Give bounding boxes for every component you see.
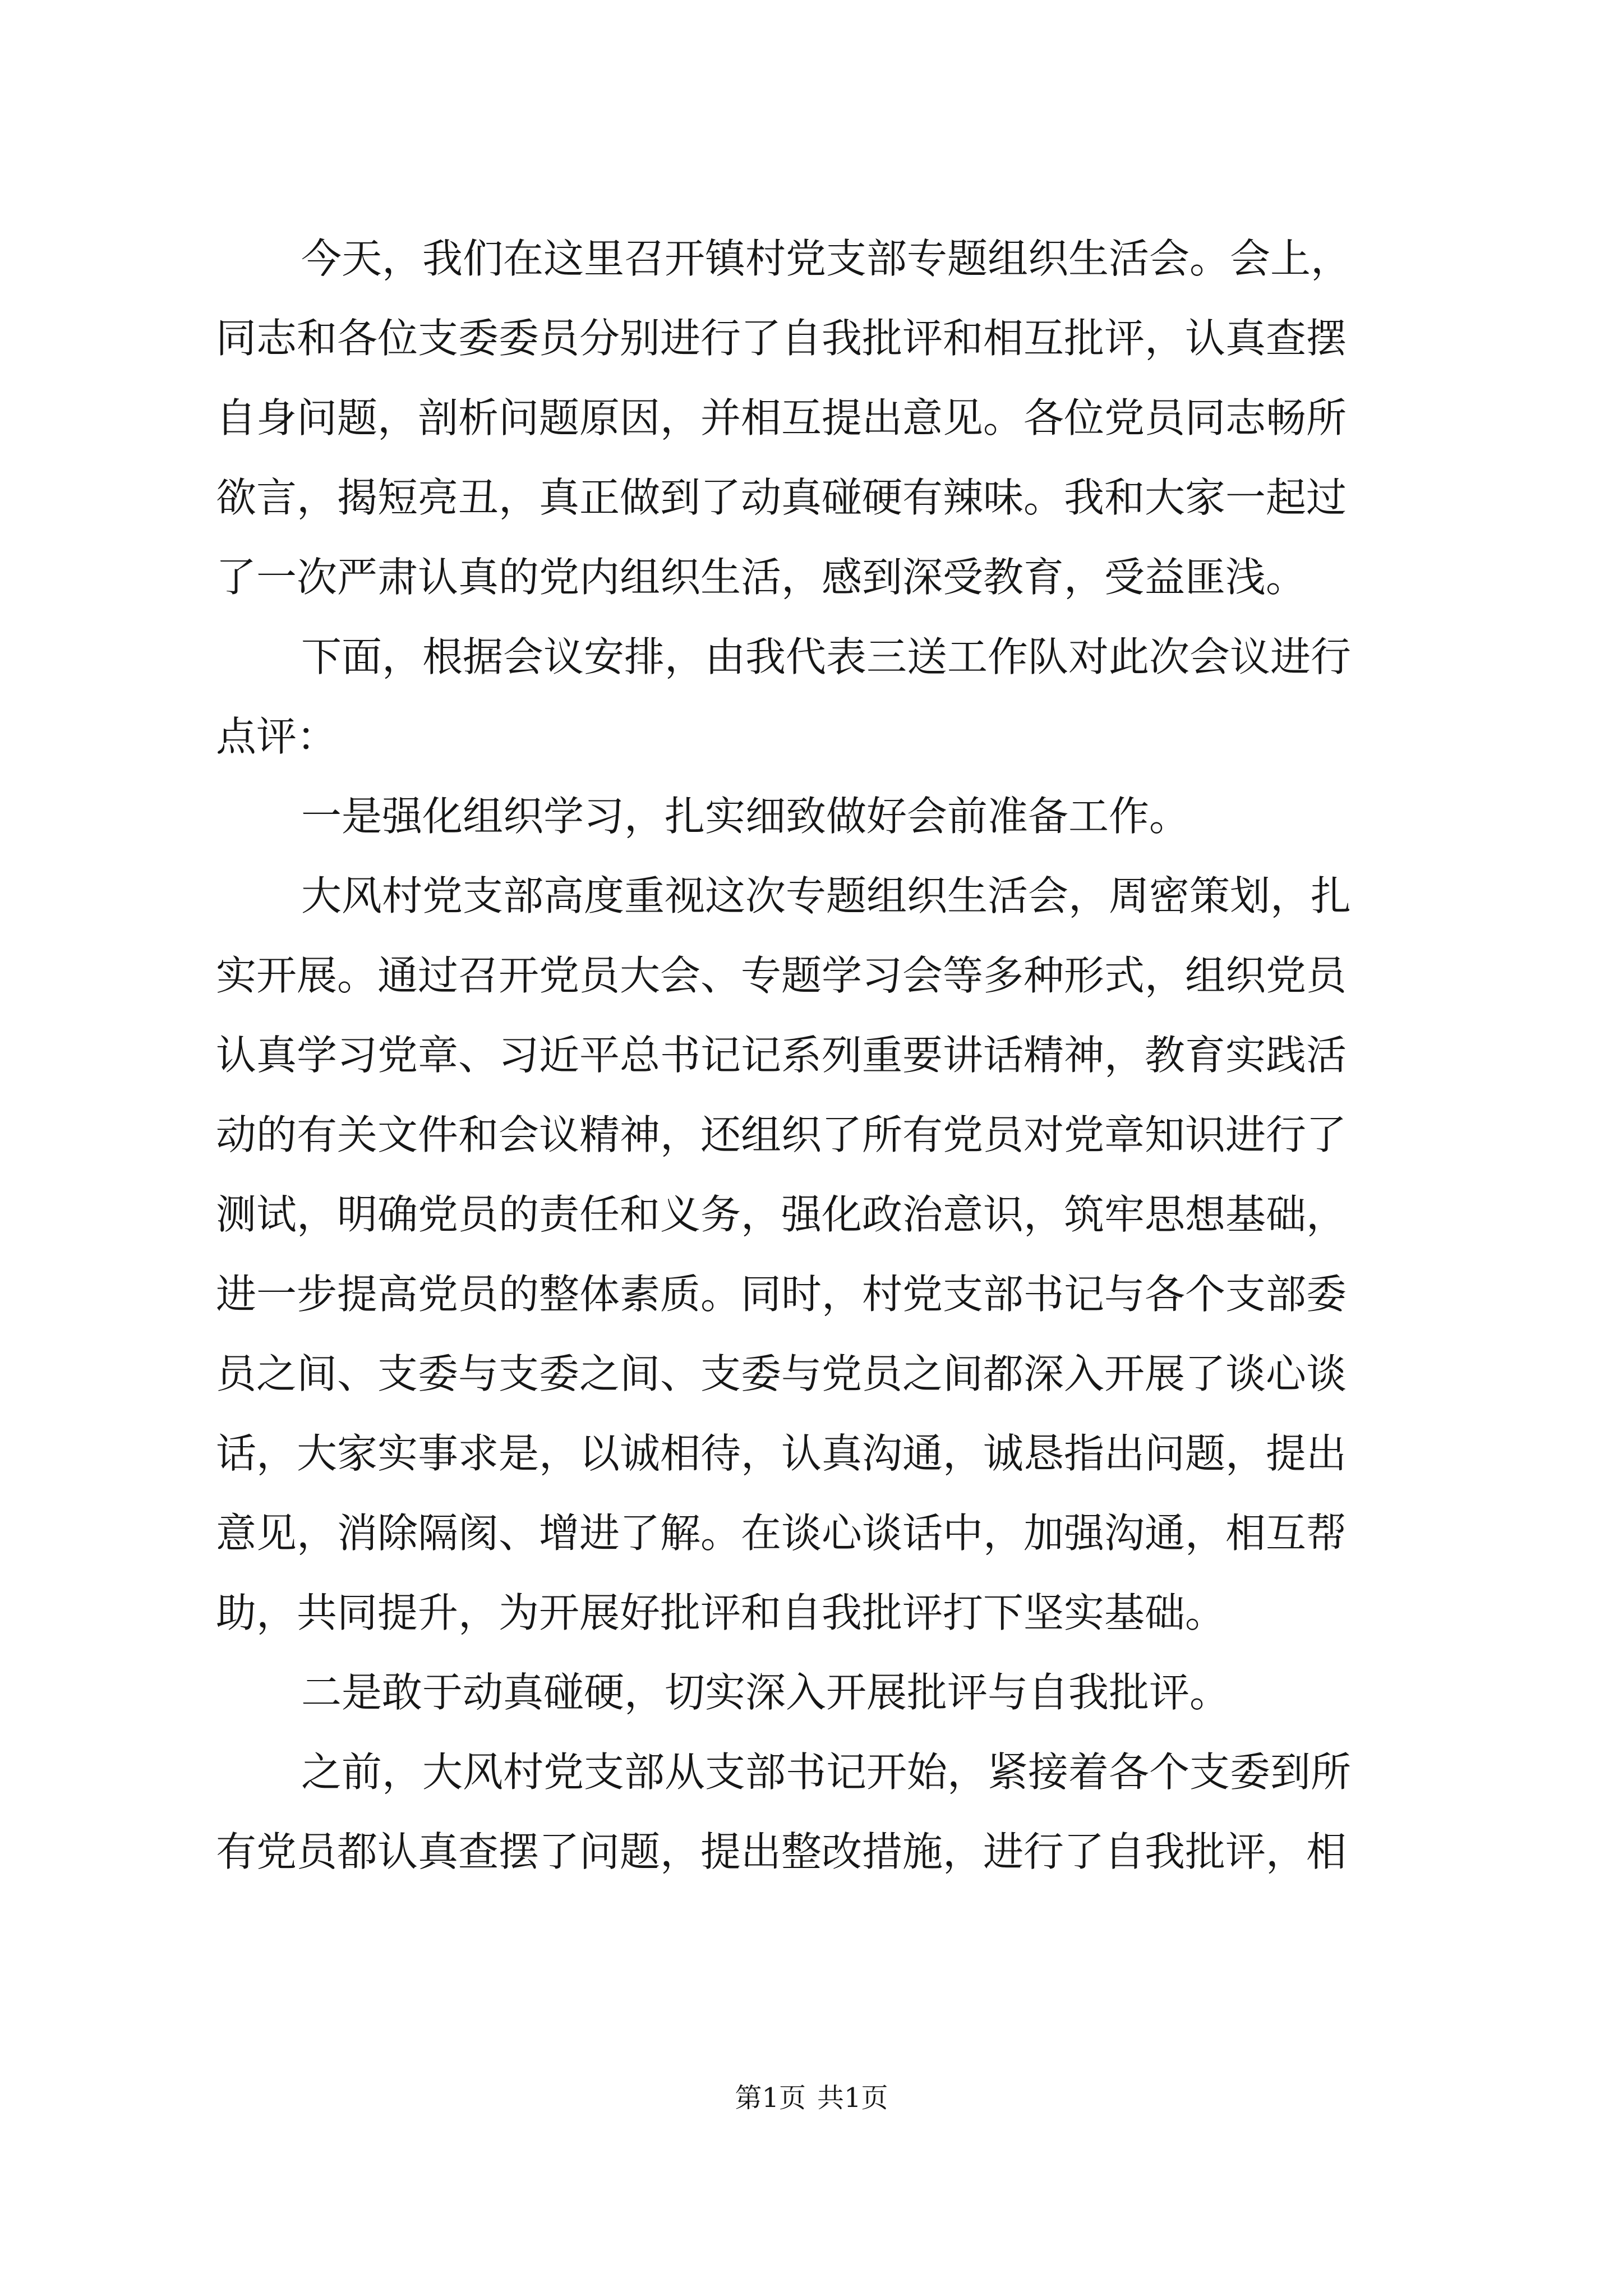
text-line: 话，大家实事求是，以诚相待，认真沟通，诚恳指出问题，提出	[216, 1430, 1347, 1477]
text-line: 自身问题，剖析问题原因，并相互提出意见。各位党员同志畅所	[216, 394, 1347, 441]
text-line: 认真学习党章、习近平总书记记系列重要讲话精神，教育实践活	[216, 1032, 1347, 1079]
text-line: 进一步提高党员的整体素质。同时，村党支部书记与各个支部委	[216, 1271, 1347, 1318]
text-line: 助，共同提升，为开展好批评和自我批评打下坚实基础。	[216, 1589, 1226, 1636]
page-total: 共1页	[817, 2082, 888, 2114]
text-line: 点评：	[216, 713, 338, 760]
text-line: 之前，大风村党支部从支部书记开始，紧接着各个支委到所	[301, 1749, 1352, 1796]
text-line: 动的有关文件和会议精神，还组织了所有党员对党章知识进行了	[216, 1111, 1347, 1158]
text-line: 大风村党支部高度重视这次专题组织生活会，周密策划，扎	[301, 872, 1352, 919]
text-line: 员之间、支委与支委之间、支委与党员之间都深入开展了谈心谈	[216, 1350, 1347, 1397]
text-line: 下面，根据会议安排，由我代表三送工作队对此次会议进行	[301, 633, 1352, 680]
text-line: 了一次严肃认真的党内组织生活，感到深受教育，受益匪浅。	[216, 554, 1307, 601]
text-line: 同志和各位支委委员分别进行了自我批评和相互批评，认真查摆	[216, 315, 1347, 362]
text-line: 意见，消除隔阂、增进了解。在谈心谈话中，加强沟通，相互帮	[216, 1510, 1347, 1557]
text-line: 测试，明确党员的责任和义务，强化政治意识，筑牢思想基础，	[216, 1191, 1347, 1238]
page-number: 第1页	[735, 2082, 806, 2114]
text-line: 今天，我们在这里召开镇村党支部专题组织生活会。会上，	[301, 235, 1352, 282]
text-line: 实开展。通过召开党员大会、专题学习会等多种形式，组织党员	[216, 952, 1347, 999]
page-footer	[0, 2076, 1623, 2120]
section-heading: 二是敢于动真碰硬，切实深入开展批评与自我批评。	[301, 1669, 1230, 1716]
text-line: 欲言，揭短亮丑，真正做到了动真碰硬有辣味。我和大家一起过	[216, 474, 1347, 521]
text-line: 有党员都认真查摆了问题，提出整改措施，进行了自我批评，相	[216, 1828, 1347, 1875]
section-heading: 一是强化组织学习，扎实细致做好会前准备工作。	[301, 793, 1190, 840]
